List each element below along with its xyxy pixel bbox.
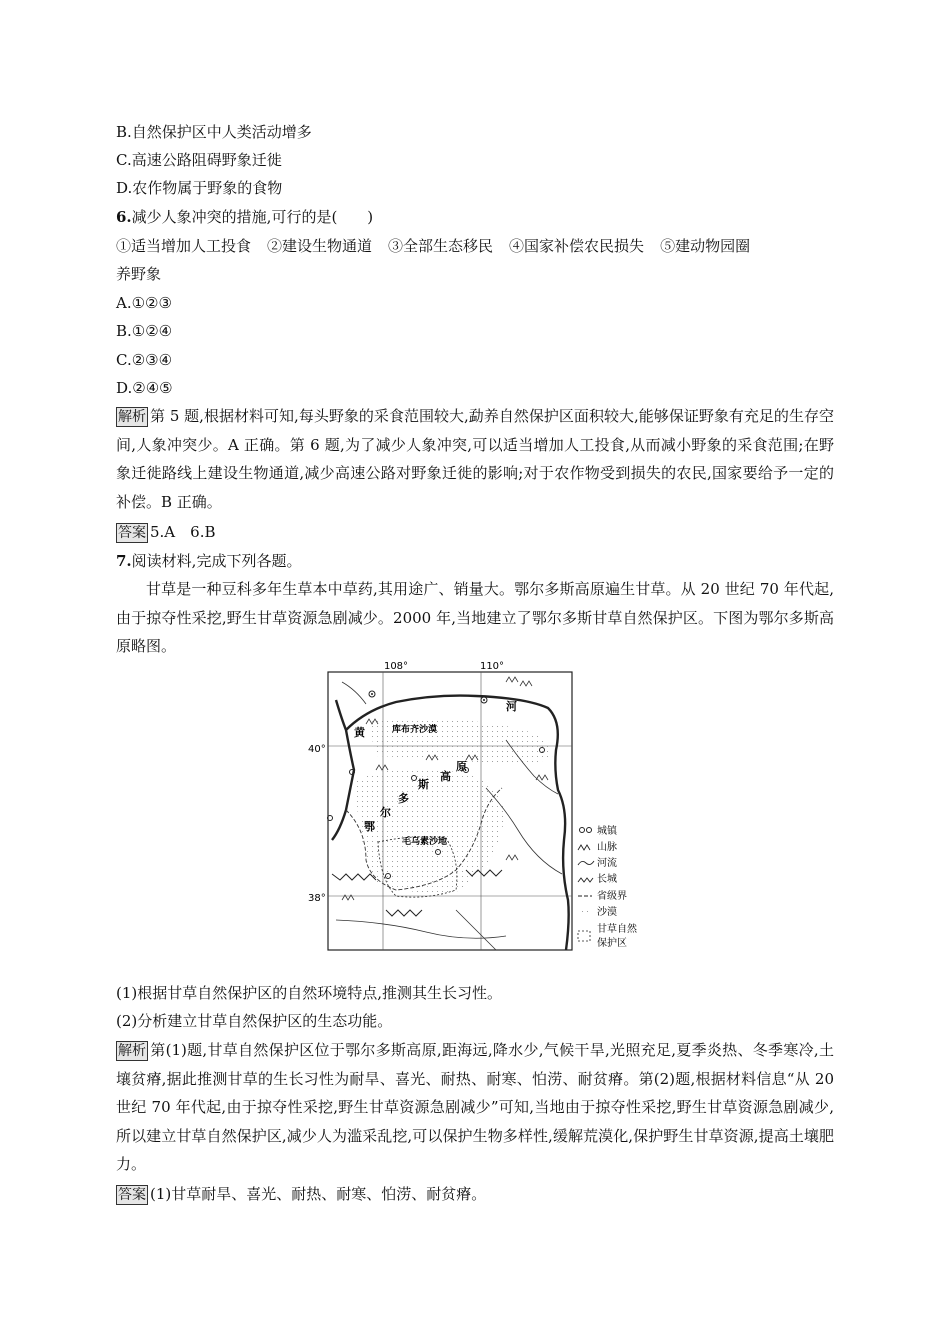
answer-1-text: 5.A 6.B (150, 523, 216, 541)
analysis-tag: 解析 (118, 1043, 146, 1059)
plateau-char-6: 原 (456, 760, 467, 773)
q5-option-c: C.高速公路阻碍野象迁徙 (116, 151, 282, 169)
legend-river-icon (578, 861, 594, 865)
tributary-5 (342, 682, 366, 704)
q6-option-a: A.①②③ (116, 294, 172, 312)
q6-measure-3: ③全部生态移民 (388, 237, 494, 255)
q7-stem-text: 阅读材料,完成下列各题。 (131, 552, 302, 570)
plateau-char-3: 多 (398, 792, 409, 805)
ordos-plateau-map (306, 660, 651, 960)
q7-number: 7. (116, 552, 132, 570)
q5-option-d: D.农作物属于野象的食物 (116, 179, 283, 197)
answer-2-text: (1)甘草耐旱、喜光、耐热、耐寒、怕涝、耐贫瘠。 (150, 1185, 487, 1203)
tributary-3 (336, 920, 506, 938)
q7-stem (116, 551, 301, 571)
legend-great-wall-icon (578, 878, 593, 882)
answer-tag: 答案 (118, 1187, 146, 1203)
analysis-1-text: 第 5 题,根据材料可知,每头野象的采食范围较大,勐养自然保护区面积较大,能够保证野象有充足的生存空间,人象冲突少。A 正确。第 6 题,为了减少人象冲突,可以适当增加人工投食,从而减小野象的采食范围;在野象迁徙路线上建设生物通道,减少高速公路对野象迁徙的影响;对于农作物受到损失的农民,国家要给予一定的补偿。B 正确。 (116, 407, 834, 511)
answer-1 (116, 522, 215, 543)
legend-reserve-icon (578, 931, 590, 941)
legend-desert-label: 沙漠 (597, 907, 617, 918)
legend-river-label: 河流 (597, 858, 617, 869)
legend-boundary-label: 省级界 (597, 891, 627, 902)
answer-tag: 答案 (118, 525, 146, 541)
analysis-1 (116, 402, 834, 516)
legend-town-icon (587, 828, 592, 833)
river-char-he: 河 (506, 700, 517, 713)
q6-measures (116, 236, 750, 256)
q7-material: 甘草是一种豆科多年生草本中草药,其用途广、销量大。鄂尔多斯高原遍生甘草。从 20 世纪 70 年代起,由于掠夺性采挖,野生甘草资源急剧减少。2000 年,当地建立了鄂尔多斯甘草自然保护区。下图为鄂尔多斯高原略图。 (116, 580, 834, 655)
analysis-2 (116, 1036, 834, 1179)
plateau-char-5: 高 (440, 770, 451, 783)
q6-stem-text: 减少人象冲突的措施,可行的是( ) (131, 208, 374, 226)
map-legend (578, 824, 638, 949)
q6-measures-wrap: 养野象 (116, 265, 162, 283)
legend-town-label: 城镇 (597, 826, 617, 837)
q6-option-b: B.①②④ (116, 322, 173, 340)
legend-mountain-icon (578, 845, 590, 850)
legend-reserve-label-2: 保护区 (597, 938, 627, 949)
q6-measure-1: ①适当增加人工投食 (116, 237, 252, 255)
q6-option-c: C.②③④ (116, 351, 173, 369)
tributary-4 (456, 910, 496, 950)
q6-number: 6. (116, 208, 132, 226)
plateau-char-4: 斯 (418, 778, 429, 791)
q6-measure-2: ②建设生物通道 (267, 237, 373, 255)
q6-measure-4: ④国家补偿农民损失 (509, 237, 645, 255)
town-symbol (371, 693, 373, 695)
q7-sub1: (1)根据甘草自然保护区的自然环境特点,推测其生长习性。 (116, 984, 503, 1002)
legend-reserve-label-1: 甘草自然 (597, 924, 637, 935)
plateau-char-1: 鄂 (364, 820, 375, 833)
kubuqi-desert-label: 库布齐沙漠 (392, 725, 438, 735)
town-symbol (483, 699, 485, 701)
lon-label-110: 110° (479, 661, 505, 672)
muus-desert-label: 毛乌素沙地 (402, 837, 448, 847)
q6-stem (116, 207, 373, 227)
answer-2 (116, 1184, 486, 1205)
legend-desert-icon (578, 907, 592, 916)
legend-town-icon (580, 828, 585, 833)
analysis-tag: 解析 (118, 409, 146, 425)
plateau-char-2: 尔 (380, 806, 391, 819)
analysis-2-text: 第(1)题,甘草自然保护区位于鄂尔多斯高原,距海远,降水少,气候干旱,光照充足,夏季炎热、冬季寒冷,土壤贫瘠,据此推测甘草的生长习性为耐旱、喜光、耐热、耐寒、怕涝、耐贫瘠。第(2)题,根据材料信息“从 20 世纪 70 年代起,由于掠夺性采挖,野生甘草资源急剧减少”可知,当地由于掠夺性采挖,野生甘草资源急剧减少,所以建立甘草自然保护区,减少人为滥采乱挖,可以保护生物多样性,缓解荒漠化,保护野生甘草资源,提高土壤肥力。 (116, 1041, 834, 1173)
legend-mountain-label: 山脉 (597, 842, 617, 853)
lat-label-38: 38° (308, 893, 326, 904)
lat-label-40: 40° (308, 744, 326, 755)
q6-option-d: D.②④⑤ (116, 379, 173, 397)
q7-sub2: (2)分析建立甘草自然保护区的生态功能。 (116, 1012, 393, 1030)
q5-option-b: B.自然保护区中人类活动增多 (116, 123, 312, 141)
legend-great-wall-label: 长城 (597, 874, 617, 885)
q6-measure-5: ⑤建动物园圈 (660, 237, 751, 255)
river-char-huang: 黄 (354, 726, 365, 739)
lon-label-108: 108° (383, 661, 409, 672)
